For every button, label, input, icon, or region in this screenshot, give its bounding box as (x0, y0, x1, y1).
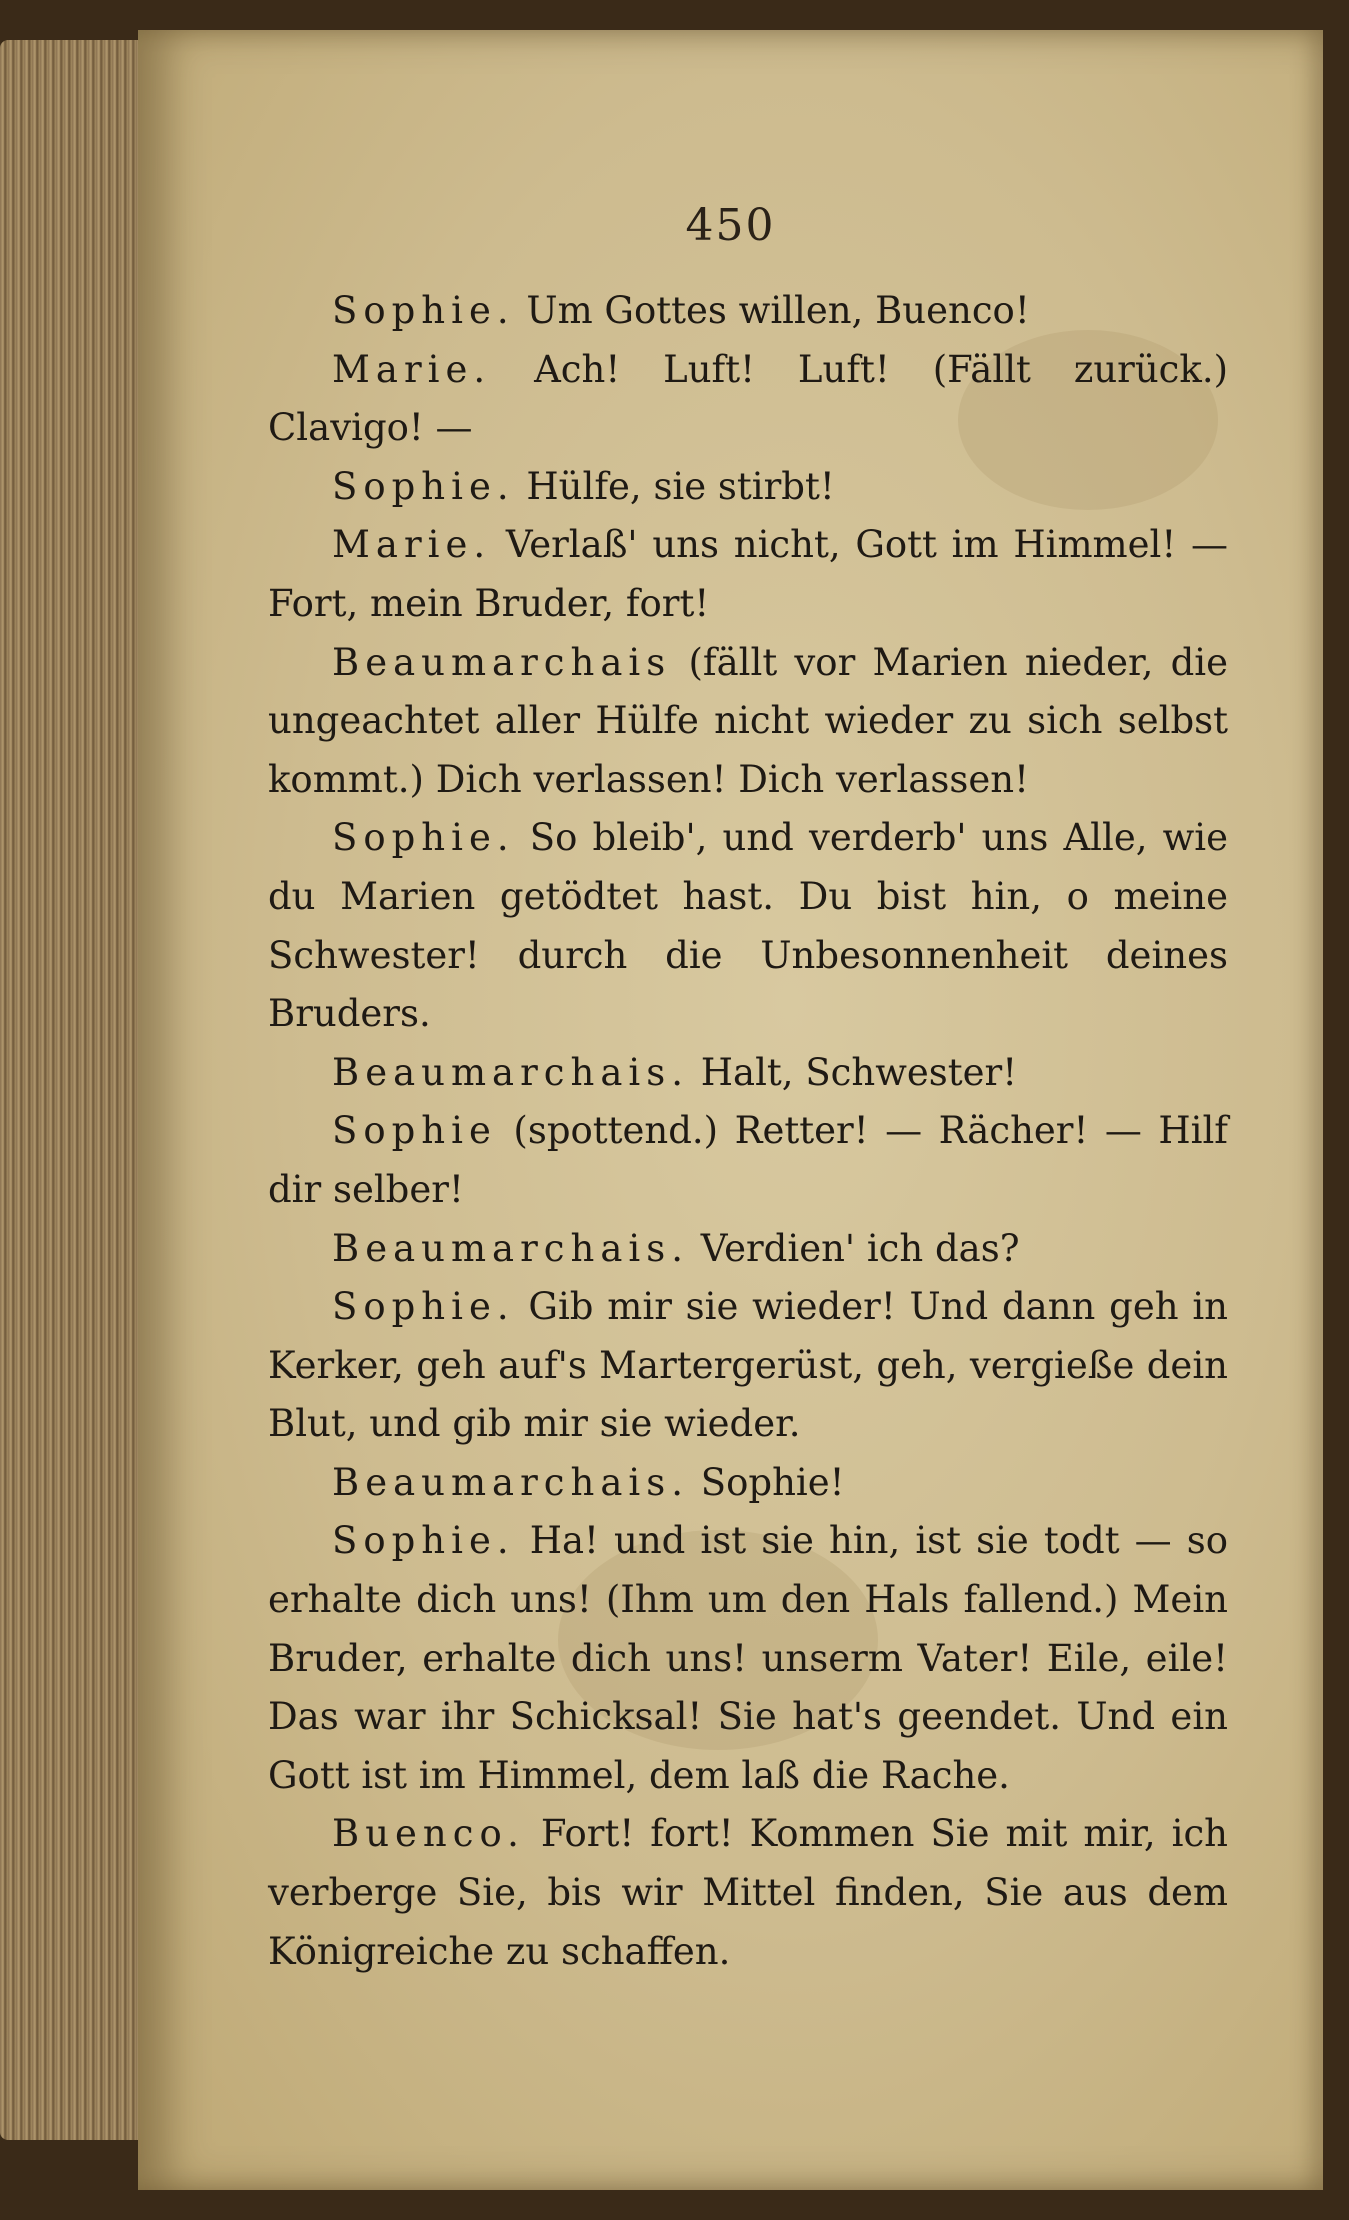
paragraph (268, 1278, 1228, 1454)
speech-text: Hülfe, sie stirbt! (526, 464, 835, 508)
book-page-edges (0, 40, 145, 2140)
paragraph (268, 282, 1228, 341)
paragraph (268, 809, 1228, 1043)
speech-text: (fällt vor Marien nieder, die ungeachtet aller Hülfe nicht wieder zu sich selbst kommt.) Dich verlassen! Dich verlassen! (268, 640, 1229, 801)
paragraph (268, 1454, 1228, 1513)
speaker-name: Sophie. (332, 1285, 515, 1329)
paragraph (268, 1102, 1228, 1219)
speech-text: (spottend.) Retter! — Rächer! — Hilf dir selber! (268, 1109, 1228, 1211)
speech-text: Ha! und ist sie hin, ist sie todt — so erhalte dich uns! (Ihm um den Hals fallend.) Mein Bruder, erhalte dich uns! unserm Vater! Eile, eile! Das war ihr Schicksal! Sie hat's geendet. Und ein Gott ist im Himmel, dem laß die Rache. (268, 1519, 1229, 1797)
paragraph (268, 1044, 1228, 1103)
speaker-name: Beaumarchais. (332, 1226, 689, 1270)
speaker-name: Beaumarchais. (332, 1460, 689, 1504)
speaker-name: Sophie. (332, 289, 515, 332)
speech-text: Halt, Schwester! (700, 1050, 1018, 1094)
speech-text: Verlaß' uns nicht, Gott im Himmel! — Fort, mein Bruder, fort! (268, 523, 1228, 625)
speech-text: Verdien' ich das? (700, 1226, 1020, 1270)
speaker-name: Sophie (332, 1109, 497, 1153)
speech-text: Sophie! (700, 1460, 845, 1504)
page-text (268, 282, 1228, 1981)
speech-text: Ach! Luft! Luft! (Fällt zurück.) Clavigo! — (268, 347, 1229, 450)
speaker-name: Beaumarchais (332, 640, 672, 684)
speaker-name: Sophie. (332, 816, 515, 860)
speaker-name: Beaumarchais. (332, 1050, 689, 1094)
paragraph (268, 1512, 1228, 1805)
speech-text: Fort! fort! Kommen Sie mit mir, ich verberge Sie, bis wir Mittel finden, Sie aus dem Königreiche zu schaffen. (268, 1812, 1229, 1973)
paragraph (268, 341, 1228, 458)
paragraph (268, 458, 1228, 517)
speaker-name: Marie. (332, 347, 492, 391)
paragraph (268, 1805, 1228, 1981)
speaker-name: Sophie. (332, 1519, 515, 1563)
paragraph (268, 516, 1228, 633)
speech-text: Um Gottes willen, Buenco! (526, 289, 1030, 332)
speech-text: Gib mir sie wieder! Und dann geh in Kerker, geh auf's Martergerüst, geh, vergieße dein Blut, und gib mir sie wieder. (268, 1285, 1228, 1446)
speaker-name: Marie. (332, 523, 492, 567)
page-number: 450 (685, 200, 776, 251)
speaker-name: Sophie. (332, 464, 515, 508)
paragraph (268, 634, 1228, 810)
speaker-name: Buenco. (332, 1812, 525, 1856)
book-page (138, 30, 1323, 2190)
paragraph (268, 1220, 1228, 1279)
speech-text: So bleib', und verderb' uns Alle, wie du Marien getödtet hast. Du bist hin, o meine Schwester! durch die Unbesonnenheit deines Bruders. (268, 816, 1228, 1036)
